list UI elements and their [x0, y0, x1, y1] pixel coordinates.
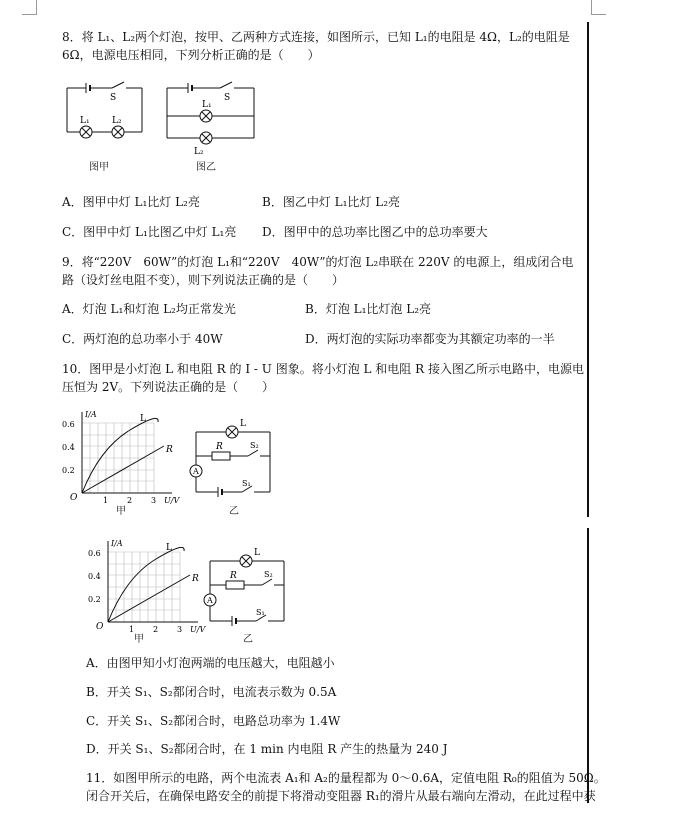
q10-graph2-ylabel: I/A	[111, 539, 123, 548]
q10-graph1-line-r-label: R	[166, 445, 173, 455]
q8-yi-switch-label: S	[224, 93, 231, 103]
q10-graph1-curve-l-label: L	[140, 414, 146, 424]
q8-stem-line1: 8．将 L₁、L₂两个灯泡，按甲、乙两种方式连接，如图所示，已知 L₁的电阻是 4Ω，L₂的电阻是	[62, 30, 570, 44]
q10-circuit1-ammeter: A	[193, 467, 199, 476]
q10-option-d: D．开关 S₁、S₂都闭合时，在 1 min 内电阻 R 产生的热量为 240 J	[86, 742, 448, 756]
q10-graph2-xlabel: U/V	[190, 625, 206, 634]
q10-circuit1-resistor-label: R	[216, 442, 223, 452]
q10-stem-line2: 压恒为 2V。下列说法正确的是（ ）	[62, 380, 275, 394]
q11-stem-line2: 闭合开关后，在确保电路安全的前提下将滑动变阻器 R₁的滑片从最右端向左滑动，在此过程中获	[86, 789, 596, 803]
q9-stem-line2: 路（设灯丝电阻不变），则下列说法正确的是（ ）	[62, 273, 345, 287]
q10-graph1-tick-x1: 1	[103, 496, 109, 505]
q8-yi-l1-label: L₁	[202, 100, 212, 110]
q10-graph1-tick-02: 0.2	[62, 466, 75, 475]
q10-graph1-tick-x3: 3	[151, 496, 157, 505]
q10-circuit-1	[186, 416, 281, 501]
q10-circuit1-s1-label: S₁	[242, 479, 251, 488]
q8-stem-line2: 6Ω，电源电压相同，下列分析正确的是（ ）	[62, 48, 320, 62]
q10-graph1-tick-06: 0.6	[62, 420, 75, 429]
q10-graph2-tick-x2: 2	[153, 625, 159, 634]
q9-option-b: B．灯泡 L₁比灯泡 L₂亮	[305, 302, 432, 316]
q10-stem-line1: 10．图甲是小灯泡 L 和电阻 R 的 I - U 图象。将小灯泡 L 和电阻 R 接入图乙所示电路中，电源电	[62, 362, 584, 376]
q10-fig2-yi-caption: 乙	[243, 634, 253, 645]
q10-circuit1-s2-label: S₂	[250, 441, 259, 450]
q9-option-c: C．两灯泡的总功率小于 40W	[62, 332, 223, 346]
q10-graph1-tick-x2: 2	[127, 496, 133, 505]
margin-line-bottom	[587, 528, 589, 803]
q10-fig2-jia-caption: 甲	[134, 634, 144, 645]
q8-jia-switch-label: S	[110, 93, 117, 103]
q10-graph1-tick-04: 0.4	[62, 443, 75, 452]
corner-mark-left	[22, 0, 37, 15]
q8-jia-l1-label: L₁	[80, 116, 90, 126]
q10-graph2-curve-l-label: L	[166, 543, 172, 553]
q10-graph2-tick-02: 0.2	[88, 595, 101, 604]
q8-fig-yi-caption: 图乙	[196, 162, 216, 173]
q8-jia-l2-label: L₂	[112, 116, 122, 126]
q10-option-a: A．由图甲知小灯泡两端的电压越大，电阻越小	[86, 656, 335, 670]
q8-option-d: D．图甲中的总功率比图乙中的总功率要大	[262, 225, 488, 239]
q9-stem-line1: 9．将“220V 60W”的灯泡 L₁和“220V 40W”的灯泡 L₂串联在 220V 的电源上，组成闭合电	[62, 255, 574, 269]
q8-option-b: B．图乙中灯 L₁比灯 L₂亮	[262, 195, 401, 209]
q10-graph1-ylabel: I/A	[85, 410, 97, 419]
q10-graph2-tick-x1: 1	[129, 625, 135, 634]
q10-option-b: B．开关 S₁、S₂都闭合时，电流表示数为 0.5A	[86, 685, 337, 699]
q8-fig-jia-caption: 图甲	[89, 162, 109, 173]
q10-graph2-origin: O	[96, 622, 104, 632]
q10-fig1-jia-caption: 甲	[116, 506, 126, 517]
q8-circuit-yi	[162, 80, 262, 170]
q11-stem-line1: 11．如图甲所示的电路，两个电流表 A₁和 A₂的量程都为 0～0.6A，定值电阻 R₀的阻值为 50Ω。	[86, 771, 606, 785]
q10-circuit2-resistor-label: R	[230, 571, 237, 581]
q10-circuit2-ammeter: A	[207, 596, 213, 605]
q10-circuit2-lamp-label: L	[254, 548, 260, 558]
q10-option-c: C．开关 S₁、S₂都闭合时，电路总功率为 1.4W	[86, 714, 341, 728]
q10-graph2-tick-x3: 3	[177, 625, 183, 634]
q10-graph1-xlabel: U/V	[164, 496, 180, 505]
margin-line-top	[587, 22, 589, 517]
q10-circuit2-s2-label: S₂	[264, 570, 273, 579]
q8-option-c: C．图甲中灯 L₁比图乙中灯 L₁亮	[62, 225, 237, 239]
q10-graph2-tick-04: 0.4	[88, 572, 101, 581]
q9-option-a: A．灯泡 L₁和灯泡 L₂均正常发光	[62, 302, 236, 316]
q10-graph1-origin: O	[70, 493, 78, 503]
q10-fig1-yi-caption: 乙	[229, 506, 239, 517]
q8-option-a: A．图甲中灯 L₁比灯 L₂亮	[62, 195, 200, 209]
q10-graph2-line-r-label: R	[192, 574, 199, 584]
q10-iu-graph-2	[86, 537, 211, 647]
q10-circuit2-s1-label: S₁	[256, 608, 265, 617]
q10-circuit1-lamp-label: L	[240, 419, 246, 429]
q10-circuit-2	[200, 545, 295, 630]
q9-option-d: D．两灯泡的实际功率都变为其额定功率的一半	[305, 332, 555, 346]
q8-yi-l2-label: L₂	[194, 147, 204, 157]
q10-graph2-tick-06: 0.6	[88, 549, 101, 558]
corner-mark-right	[591, 0, 606, 15]
